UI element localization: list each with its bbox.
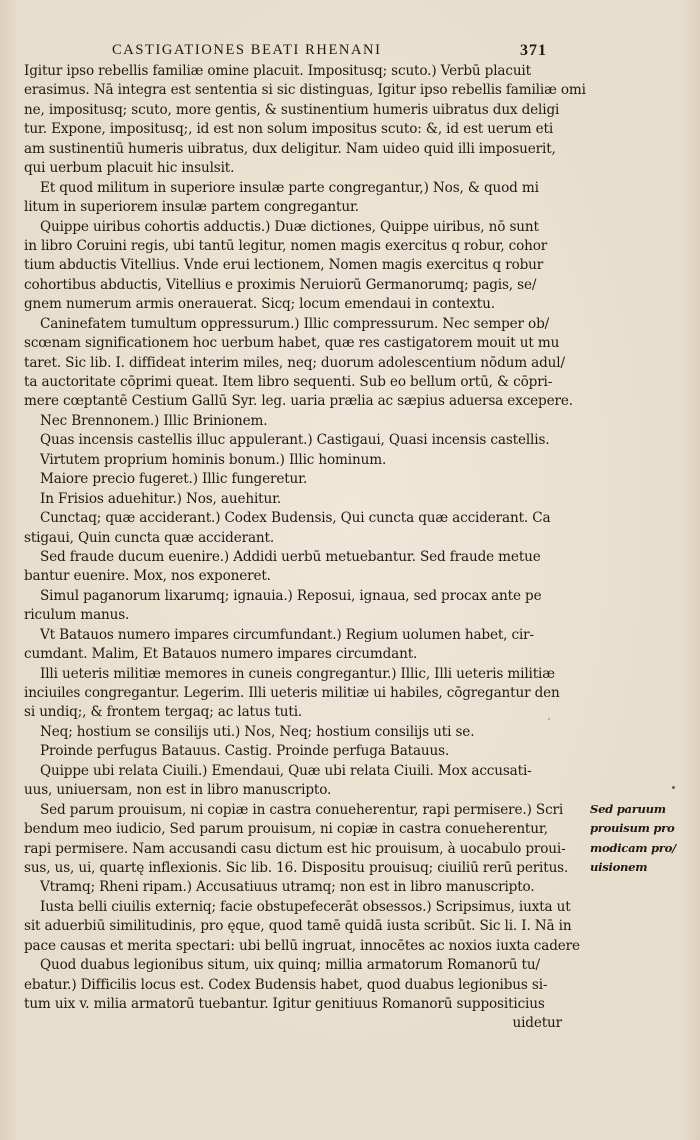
text-line: Vtramq; Rheni ripam.) Accusatiuus utramq; non est in libro manuscripto. [40, 879, 535, 896]
text-line: Quippe ubi relata Ciuili.) Emendaui, Quæ ubi relata Ciuili. Mox accusati- [40, 762, 532, 779]
catchword: uidetur [512, 1015, 562, 1032]
body-text [24, 62, 586, 1034]
text-line: tum uix v. milia armatorū tuebantur. Igitur genitiuus Romanorū suppositicius [24, 996, 545, 1012]
text-line: tur. Expone, impositusq;, id est non solum impositus scuto: &, id est uerum eti [24, 121, 554, 138]
text-line: stigaui, Quin cuncta quæ acciderant. [24, 529, 275, 546]
text-line: taret. Sic lib. I. diffideat interim miles, neq; duorum adolescentium nōdum adul/ [24, 354, 565, 371]
text-line: ne, impositusq; scuto, more gentis, & sustinentium humeris uibratus dux deligi [24, 101, 560, 118]
page-number: 371 [520, 42, 547, 59]
text-line: riculum manus. [24, 607, 130, 624]
ink-speck [672, 786, 675, 789]
text-line: inciuiles congregantur. Legerim. Illi ueteris militiæ ui habiles, cōgregantur den [24, 685, 560, 701]
text-line: pace causas et merita spectari: ubi bellū ingruat, innocētes ac noxios iuxta cadere [24, 937, 580, 954]
text-line: qui uerbum placuit hic insulsit. [24, 160, 235, 177]
text-line: Et quod militum in superiore insulæ parte congregantur,) Nos, & quod mi [40, 179, 539, 196]
text-line: sus, us, ui, quartę inflexionis. Sic lib. 16. Dispositu prouisuq; ciuiliū rerū peritus. [24, 859, 569, 876]
text-line: si undiq;, & frontem tergaq; ac latus tuti. [24, 704, 303, 721]
text-line: Caninefatem tumultum oppressurum.) Illic compressurum. Nec semper ob/ [40, 315, 550, 332]
running-head: CASTIGATIONES BEATI RHENANI [112, 42, 382, 58]
text-line: Iusta belli ciuilis externiq; facie obstupefecerāt obsessos.) Scripsimus, iuxta ut [40, 898, 571, 915]
text-line: ta auctoritate cōprimi queat. Item libro sequenti. Sub eo bellum ortū, & cōpri- [24, 374, 553, 390]
text-line: Nec Brennonem.) Illic Brinionem. [40, 412, 268, 429]
text-line: Igitur ipso rebellis familiæ omine placuit. Impositusq; scuto.) Verbū placuit [24, 63, 531, 79]
text-line: sit aduerbiū similitudinis, pro ęque, quod tamē quidā iusta scribūt. Sic li. I. Nā in [24, 918, 572, 935]
text-line: mere cœptantē Cestium Gallū Syr. leg. uaria prælia ac sæpius aduersa excepere. [24, 393, 573, 410]
text-line: erasimus. Nā integra est sententia si sic distinguas, Igitur ipso rebellis familiæ omi [24, 82, 586, 99]
text-line: rapi permisere. Nam accusandi casu dictum est hic prouisum, à uocabulo proui- [24, 840, 566, 857]
text-line: bendum meo iudicio, Sed parum prouisum, ni copiæ in castra conueherentur, [24, 821, 548, 838]
text-line: Quippe uiribus cohortis adductis.) Duæ dictiones, Quippe uiribus, nō sunt [40, 218, 539, 235]
marginal-note-line: prouisum pro [590, 821, 675, 836]
text-line: Sed fraude ducum euenire.) Addidi uerbū metuebantur. Sed fraude metue [40, 548, 541, 565]
text-line: tium abductis Vitellius. Vnde erui lectionem, Nomen magis exercitus q robur [24, 257, 544, 274]
text-line: bantur euenire. Mox, nos exponeret. [24, 568, 271, 585]
text-line: in libro Coruini regis, ubi tantū legitur, nomen magis exercitus q robur, cohor [24, 237, 548, 254]
text-line: Quod duabus legionibus situm, uix quinq; millia armatorum Romanorū tu/ [40, 957, 540, 974]
text-line: Virtutem proprium hominis bonum.) Illic hominum. [40, 451, 387, 468]
text-line: ebatur.) Difficilis locus est. Codex Budensis habet, quod duabus legionibus si- [24, 976, 548, 993]
text-line: cumdant. Malim, Et Batauos numero impares circumdant. [24, 646, 418, 663]
marginal-note-line: modicam pro/ [590, 840, 676, 855]
text-line: Sed parum prouisum, ni copiæ in castra conueherentur, rapi permisere.) Scri [40, 801, 564, 818]
marginal-note [590, 800, 698, 878]
text-line: uus, uniuersam, non est in libro manuscripto. [24, 782, 332, 799]
text-line: Maiore precio fugeret.) Illic fungeretur. [40, 471, 308, 488]
text-line: am sustinentiū humeris uibratus, dux deligitur. Nam uideo quid illi imposuerit, [24, 140, 556, 157]
text-line: gnem numerum armis onerauerat. Sicq; locum emendaui in contextu. [24, 296, 495, 313]
text-line: cohortibus abductis, Vitellius e proximis Neruiorū Germanorumq; pagis, se/ [24, 276, 537, 293]
text-line: In Frisios aduehitur.) Nos, auehitur. [40, 490, 282, 507]
text-line: Illi ueteris militiæ memores in cuneis congregantur.) Illic, Illi ueteris militiæ [40, 665, 555, 682]
text-line: Quas incensis castellis illuc appulerant.) Castigaui, Quasi incensis castellis. [40, 432, 550, 449]
text-line: Cunctaq; quæ acciderant.) Codex Budensis, Qui cuncta quæ acciderant. Ca [40, 510, 551, 527]
text-line: Vt Batauos numero impares circumfundant.) Regium uolumen habet, cir- [40, 626, 534, 643]
text-line: Neq; hostium se consilijs uti.) Nos, Neq; hostium consilijs uti se. [40, 723, 475, 740]
ink-speck [548, 718, 550, 720]
text-line: Simul paganorum lixarumq; ignauia.) Reposui, ignaua, sed procax ante pe [40, 587, 542, 604]
marginal-note-line: uisionem [590, 860, 648, 875]
marginal-note-line: Sed paruum [590, 802, 666, 816]
text-line: scœnam significationem hoc uerbum habet, quæ res castigatorem mouit ut mu [24, 335, 560, 352]
text-line: litum in superiorem insulæ partem congregantur. [24, 199, 359, 216]
text-line: Proinde perfugus Batauus. Castig. Proinde perfuga Batauus. [40, 743, 450, 760]
